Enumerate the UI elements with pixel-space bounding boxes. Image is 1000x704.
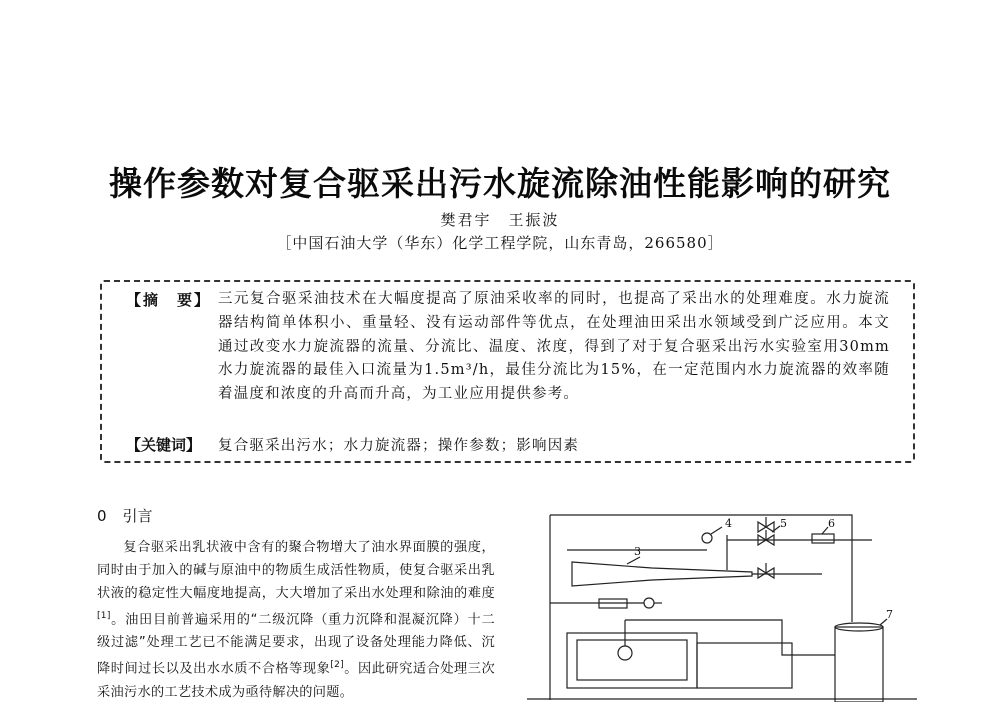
label-7: 7 xyxy=(886,608,893,621)
section-number: 0 xyxy=(97,507,107,525)
section-heading xyxy=(97,505,153,526)
label-6: 6 xyxy=(828,517,835,530)
experimental-setup-diagram xyxy=(522,505,922,702)
introduction-paragraph xyxy=(97,536,495,704)
abstract-text: 三元复合驱采油技术在大幅度提高了原油采收率的同时，也提高了采出水的处理难度。水力旋流器结构简单体积小、重量轻、没有运动部件等优点，在处理油田采出水领域受到广泛应用。本文通过改变水力旋流器的流量、分流比、温度、浓度，得到了对于复合驱采出污水实验室用30mm水力旋流器的最佳入口流量为1.5m³/h，最佳分流比为15%，在一定范围内水力旋流器的效率随着温度和浓度的升高而升高，为工业应用提供参考。 xyxy=(218,291,890,403)
gauge-icon-lower xyxy=(644,598,654,608)
intro-text-3: 。因此研究适合处理三次采油污水的工艺技术成为亟待解决的问题。 xyxy=(97,661,495,700)
flowmeter-icon xyxy=(812,534,834,543)
citation-1[interactable]: [1] xyxy=(97,611,111,621)
affiliation: ［中国石油大学（华东）化学工程学院，山东青岛，266580］ xyxy=(276,234,724,252)
motor-body xyxy=(697,643,792,688)
intro-text-2: 。油田目前普遍采用的“二级沉降（重力沉降和混凝沉降）十二级过滤”处理工艺已不能满足要求，出现了设备处理能力降低、沉降时间过长以及出水水质不合格等现象 xyxy=(97,612,495,677)
tank xyxy=(835,627,883,702)
label-5-leader xyxy=(772,526,780,532)
label-4-leader xyxy=(711,527,722,534)
label-5: 5 xyxy=(780,517,787,530)
intro-text-1: 复合驱采出乳状液中含有的聚合物增大了油水界面膜的强度，同时由于加入的碱与原油中的物质生成活性物质，使复合驱采出乳状液的稳定性大幅度地提高，大大增加了采出水处理和除油的难度 xyxy=(97,540,495,601)
authors: 樊君宇 王振波 xyxy=(440,211,560,229)
citation-2[interactable]: [2] xyxy=(330,660,344,671)
paper-title: 操作参数对复合驱采出污水旋流除油性能影响的研究 xyxy=(109,164,891,203)
abstract-label: 【摘 要】 xyxy=(126,291,212,309)
label-4: 4 xyxy=(725,517,732,530)
label-3: 3 xyxy=(634,545,641,558)
pipe-top-loop xyxy=(550,515,852,622)
pressure-gauge-icon xyxy=(702,533,712,543)
label-3-leader xyxy=(627,557,640,564)
pipe-pump-tank xyxy=(625,620,835,655)
pump-inner xyxy=(577,640,687,680)
section-title: 引言 xyxy=(122,507,153,525)
pump-gauge-icon xyxy=(618,646,632,660)
keywords-label: 【关键词】 xyxy=(126,436,202,454)
hydrocyclone xyxy=(572,562,752,586)
keywords-text: 复合驱采出污水；水力旋流器；操作参数；影响因素 xyxy=(218,438,580,454)
